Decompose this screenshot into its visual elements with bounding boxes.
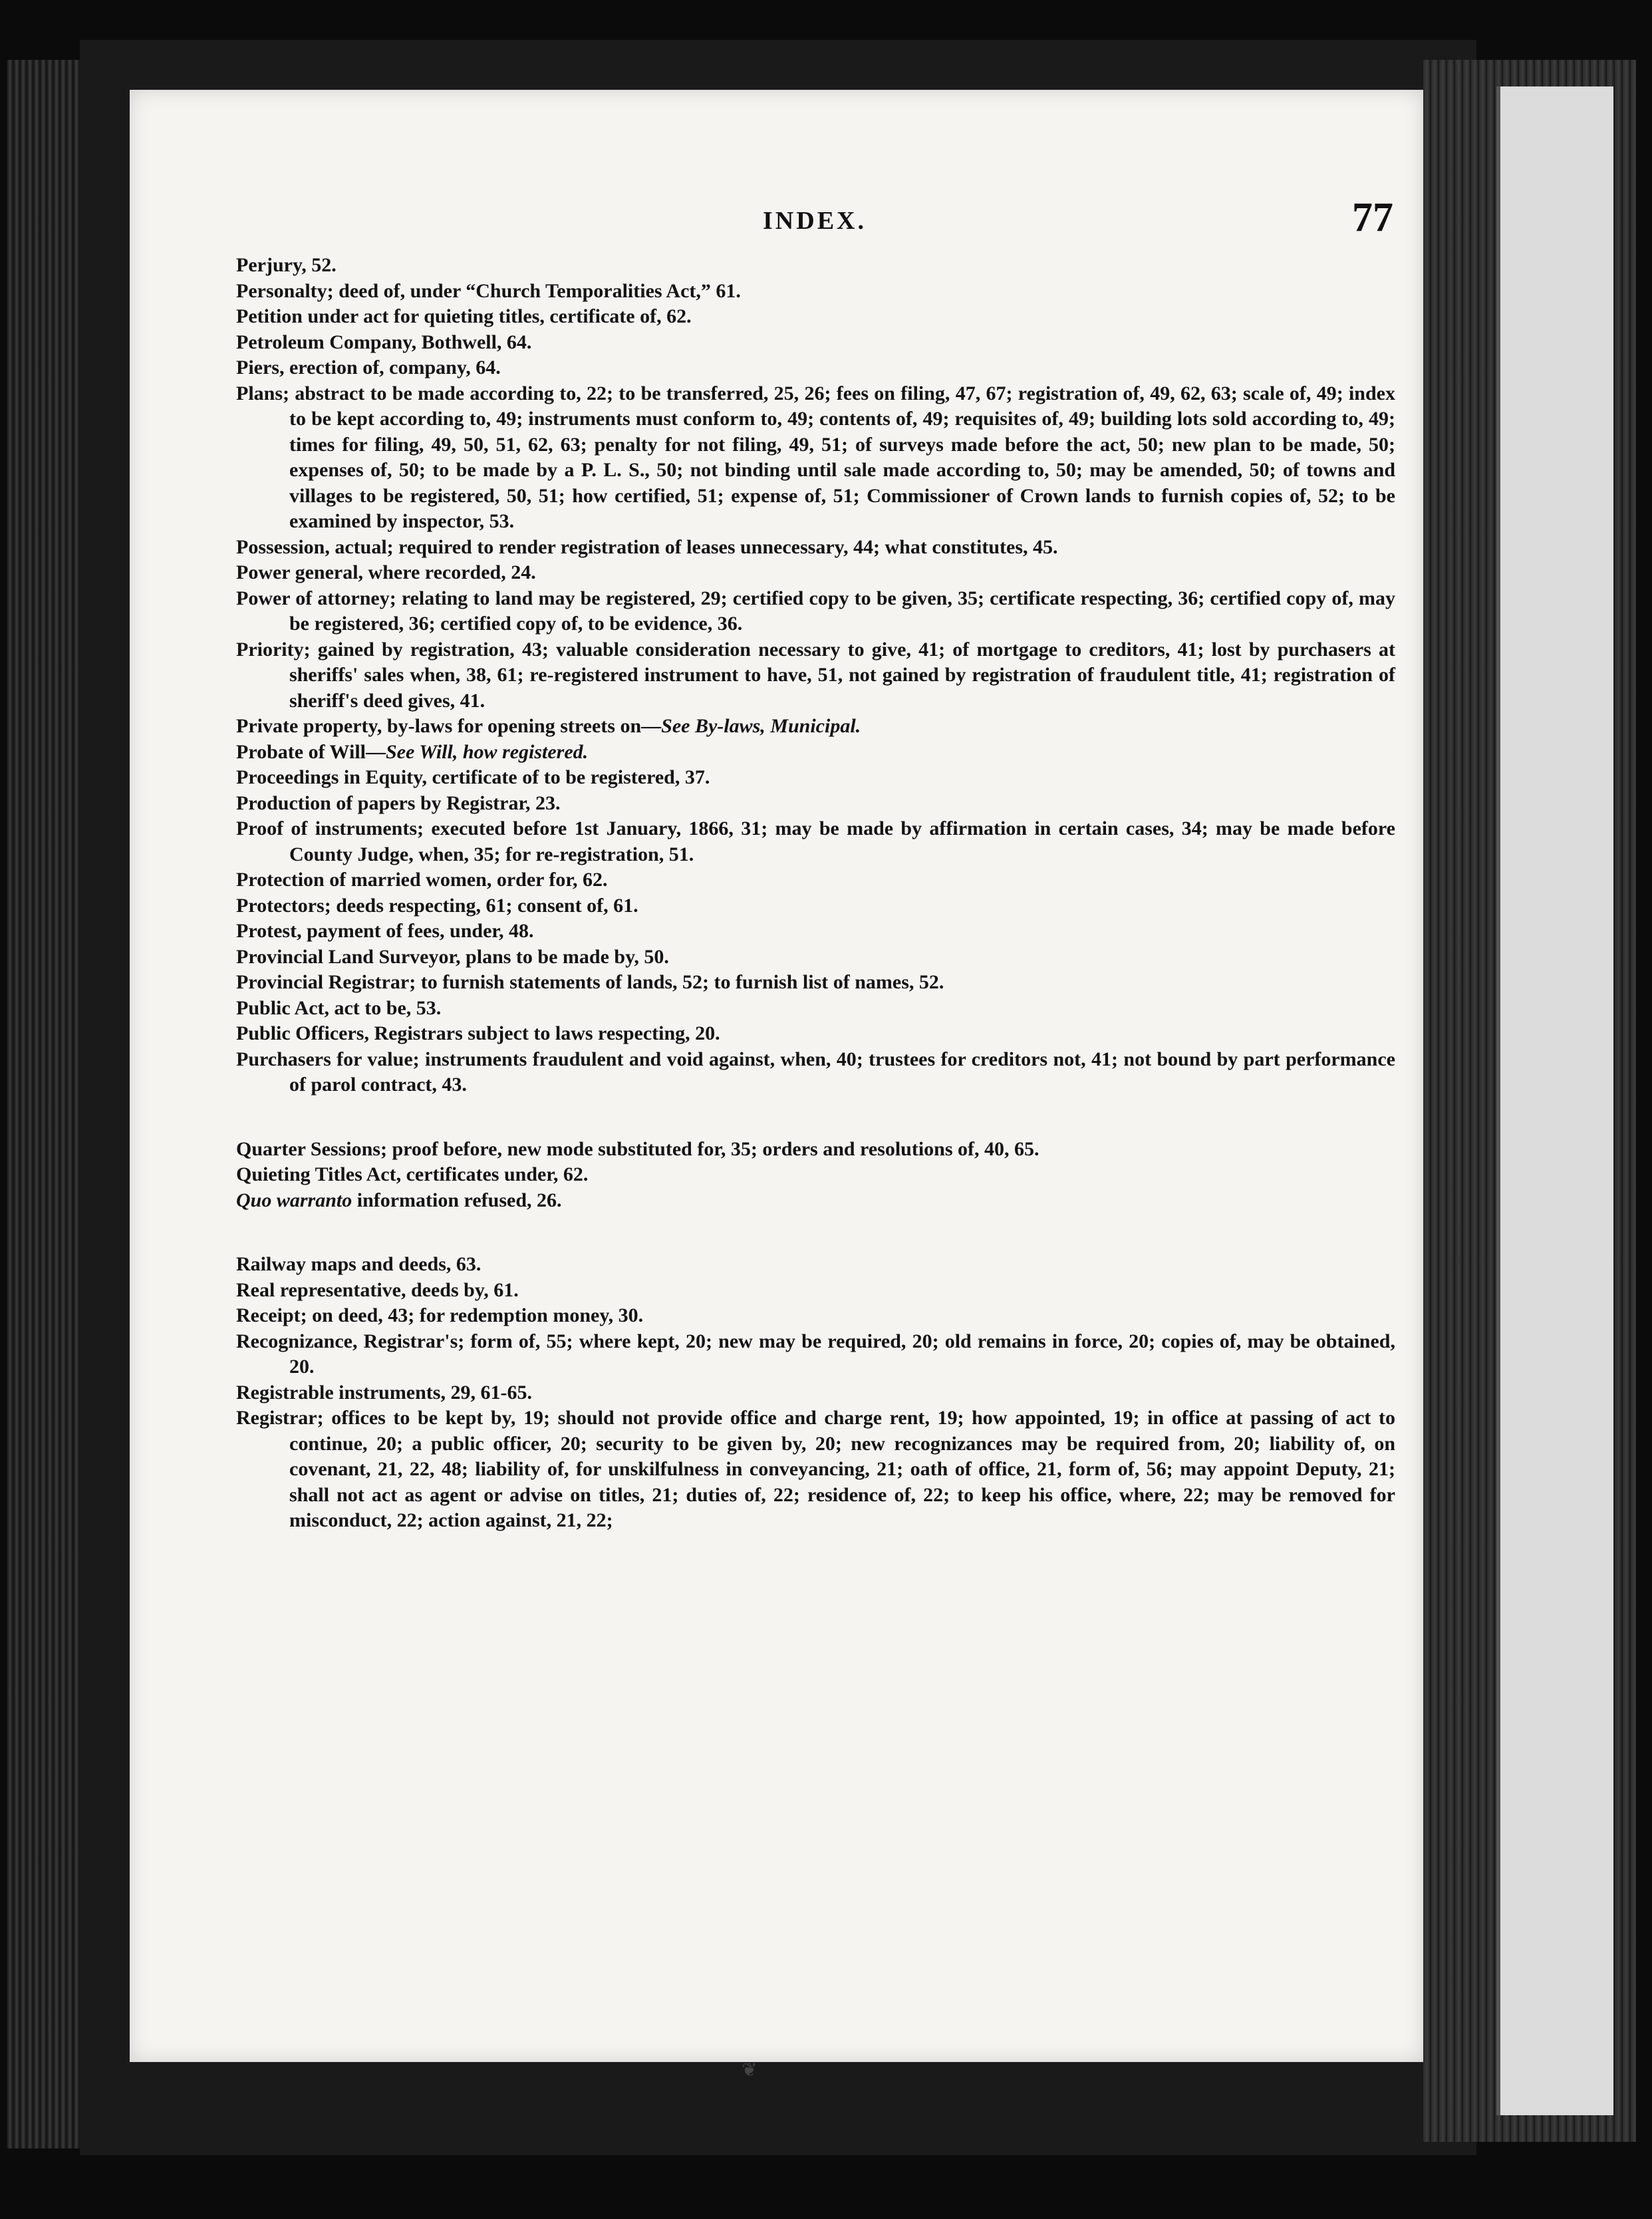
entry-text: Real representative, deeds by, 61. [236,1278,519,1301]
entry-text: Probate of Will— [236,740,386,763]
index-entry [236,1188,1395,1214]
entry-text: Proof of instruments; executed before 1st January, 1866, 31; may be made by affirmation in certain cases, 34; may be made before County Judge, when, 35; for re-registration, 51. [236,817,1395,865]
entry-text: Personalty; deed of, under “Church Temporalities Act,” 61. [236,279,741,302]
running-head: INDEX. [763,207,867,235]
index-entry [236,1137,1395,1163]
index-entry [236,330,1395,356]
entry-text: Receipt; on deed, 43; for redemption money, 30. [236,1304,644,1326]
index-entry [236,740,1395,766]
right-page-stack [1423,60,1636,2142]
entry-text: Quieting Titles Act, certificates under, 62. [236,1163,589,1185]
index-entry [236,279,1395,305]
entry-text: Priority; gained by registration, 43; valuable consideration necessary to give, 41; of mortgage to creditors, 41; lost by purchasers at sheriffs' sales when, 38, 61; re-registered instrument to have, 51, not gained by registration of fraudulent title, 41; registration of sheriff's deed gives, 41. [236,638,1395,712]
index-entry [236,765,1395,791]
entry-text: Registrable instruments, 29, 61-65. [236,1381,532,1404]
index-entry [236,1278,1395,1304]
index-entry [236,304,1395,330]
book-page [130,90,1423,2081]
index-entry [236,945,1395,970]
printer-ornament: ❦ [742,2059,757,2081]
index-entry [236,1162,1395,1188]
index-entry [236,1405,1395,1534]
index-entry [236,867,1395,893]
index-entry [236,1021,1395,1047]
entry-text: information refused, 26. [352,1189,562,1211]
entry-text: Public Officers, Registrars subject to laws respecting, 20. [236,1022,720,1044]
entry-text: Private property, by-laws for opening streets on— [236,715,662,737]
entry-italic-lead: Quo warranto [236,1189,352,1211]
index-entry [236,791,1395,817]
entry-text: Production of papers by Registrar, 23. [236,792,561,814]
index-entry [236,253,1395,279]
entry-text: Provincial Registrar; to furnish statements of lands, 52; to furnish list of names, 52. [236,971,944,993]
facing-page-strip [1496,86,1613,2115]
index-entry [236,535,1395,561]
page-header [236,195,1393,246]
entry-text: Provincial Land Surveyor, plans to be made by, 50. [236,945,669,968]
entry-text: Protection of married women, order for, 62. [236,869,608,891]
entry-text: Public Act, act to be, 53. [236,996,442,1019]
index-entry [236,970,1395,996]
entry-text: Quarter Sessions; proof before, new mode substituted for, 35; orders and resolutions of, 40, 65. [236,1137,1039,1160]
left-page-edges [7,60,86,2148]
index-entry [236,381,1395,535]
index-entry [236,1303,1395,1329]
section-gap [236,1213,1395,1252]
entry-text: Protest, payment of fees, under, 48. [236,920,534,942]
entry-text: Proceedings in Equity, certificate of to be registered, 37. [236,766,710,788]
index-entry [236,1047,1395,1098]
index-entry [236,1329,1395,1380]
index-entry [236,919,1395,945]
index-entry [236,714,1395,740]
entry-text: Perjury, 52. [236,254,337,276]
page-number: 77 [1352,195,1393,240]
index-entry [236,560,1395,586]
entry-text: Railway maps and deeds, 63. [236,1253,482,1275]
entry-text: Registrar; offices to be kept by, 19; should not provide office and charge rent, 19; how appointed, 19; in office at passing of act to continue, 20; a public officer, 20; security to be given by, 20; new recognizances may be required from, 20; liability of, on covenant, 21, 22, 48; liability of, for unskilfulness in conveyancing, 21; oath of office, 21, form of, 56; may appoint Deputy, 21; shall not act as agent or advise on titles, 21; duties of, 22; residence of, 22; to keep his office, where, 22; may be removed for misconduct, 22; action against, 21, 22; [236,1407,1395,1531]
entry-text: Petition under act for quieting titles, certificate of, 62. [236,305,692,327]
entry-text: Power of attorney; relating to land may be registered, 29; certified copy to be given, 35; certificate respecting, 36; certified copy of, may be registered, 36; certified copy of, to be evidence, 36. [236,587,1395,635]
index-entry [236,355,1395,381]
index-entry [236,1252,1395,1278]
entry-text: Petroleum Company, Bothwell, 64. [236,331,532,353]
section-gap [236,1098,1395,1137]
index-entries [236,253,1395,1534]
entry-text: Power general, where recorded, 24. [236,561,536,583]
entry-text: Piers, erection of, company, 64. [236,357,501,378]
entry-text: Possession, actual; required to render registration of leases unnecessary, 44; what constitutes, 45. [236,535,1058,558]
entry-cross-reference: See By-laws, Municipal. [661,715,861,737]
entry-text: Plans; abstract to be made according to, 22; to be transferred, 25, 26; fees on filing, 47, 67; registration of, 49, 62, 63; scale of, 49; index to be kept according to, 49; instruments must conform to, 49; contents of, 49; requisites of, 49; building lots sold according to, 49; times for filing, 49, 50, 51, 62, 63; penalty for not filing, 49, 51; of surveys made before the act, 50; new plan to be made, 50; expenses of, 50; to be made by a P. L. S., 50; not binding until sale made according to, 50; may be amended, 50; of towns and villages to be registered, 50, 51; how certified, 51; expense of, 51; Commissioner of Crown lands to furnish copies of, 52; to be examined by inspector, 53. [236,382,1395,532]
index-entry [236,637,1395,714]
entry-text: Protectors; deeds respecting, 61; consent of, 61. [236,894,638,917]
index-entry [236,586,1395,637]
index-entry [236,816,1395,867]
index-entry [236,1380,1395,1406]
entry-text: Purchasers for value; instruments fraudulent and void against, when, 40; trustees for creditors not, 41; not bound by part performance of parol contract, 43. [236,1048,1395,1096]
index-entry [236,996,1395,1022]
entry-cross-reference: See Will, how registered. [386,740,589,763]
index-entry [236,893,1395,919]
entry-text: Recognizance, Registrar's; form of, 55; where kept, 20; new may be required, 20; old remains in force, 20; copies of, may be obtained, 20. [236,1330,1395,1378]
